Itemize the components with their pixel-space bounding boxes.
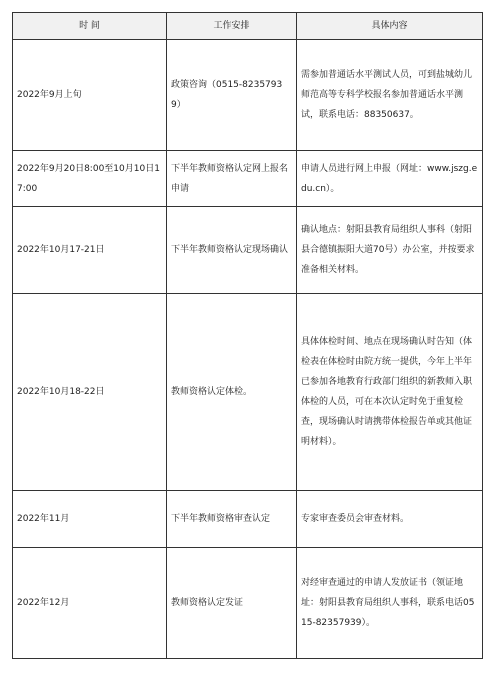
cell-arrangement: 教师资格认定体检。 (167, 294, 297, 491)
cell-arrangement: 下半年教师资格认定网上报名申请 (167, 151, 297, 207)
header-time: 时 间 (13, 13, 167, 40)
schedule-table (12, 12, 483, 659)
cell-arrangement: 下半年教师资格认定现场确认 (167, 207, 297, 294)
cell-arrangement: 下半年教师资格审查认定 (167, 491, 297, 548)
cell-content: 对经审查通过的申请人发放证书（领证地址：射阳县教育局组织人事科，联系电话0515-82357939）。 (297, 548, 483, 659)
table-row (13, 491, 483, 548)
cell-content: 专家审查委员会审查材料。 (297, 491, 483, 548)
cell-content: 确认地点：射阳县教育局组织人事科（射阳县合德镇振阳大道70号）办公室，并按要求准备相关材料。 (297, 207, 483, 294)
cell-arrangement: 政策咨询（0515-82357939） (167, 40, 297, 151)
cell-content: 需参加普通话水平测试人员，可到盐城幼儿师范高等专科学校报名参加普通话水平测试，联系电话：88350637。 (297, 40, 483, 151)
cell-content: 申请人员进行网上申报（网址：www.jszg.edu.cn）。 (297, 151, 483, 207)
header-arrangement: 工作安排 (167, 13, 297, 40)
cell-time: 2022年11月 (13, 491, 167, 548)
table-row (13, 207, 483, 294)
cell-time: 2022年10月18-22日 (13, 294, 167, 491)
table-row (13, 548, 483, 659)
header-content: 具体内容 (297, 13, 483, 40)
cell-time: 2022年9月上旬 (13, 40, 167, 151)
cell-time: 2022年12月 (13, 548, 167, 659)
table-header-row (13, 13, 483, 40)
cell-content: 具体体检时间、地点在现场确认时告知（体检表在体检时由院方统一提供，今年上半年已参加各地教育行政部门组织的新教师入职体检的人员，可在本次认定时免于重复检查，现场确认时请携带体检报告单或其他证明材料）。 (297, 294, 483, 491)
table-row (13, 151, 483, 207)
table-row (13, 40, 483, 151)
table-row (13, 294, 483, 491)
cell-time: 2022年9月20日8:00至10月10日17:00 (13, 151, 167, 207)
cell-time: 2022年10月17-21日 (13, 207, 167, 294)
cell-arrangement: 教师资格认定发证 (167, 548, 297, 659)
